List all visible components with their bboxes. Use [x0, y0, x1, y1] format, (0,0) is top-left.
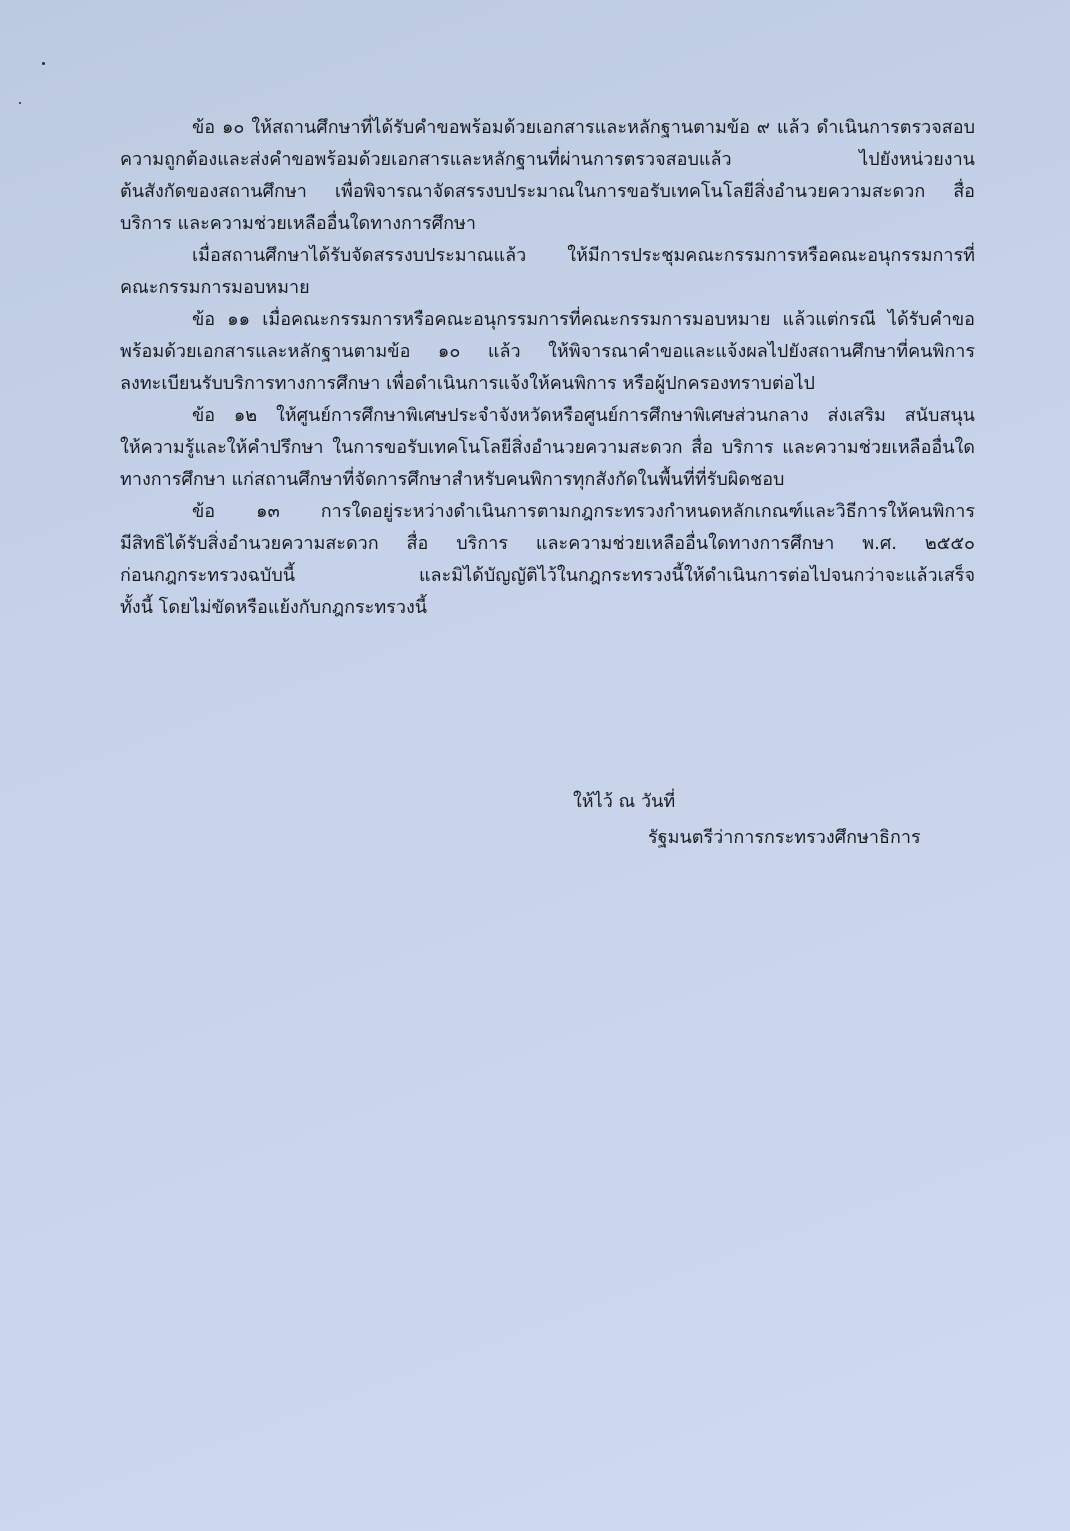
clause-11-line-3: ลงทะเบียนรับบริการทางการศึกษา เพื่อดำเนินการแจ้งให้คนพิการ หรือผู้ปกครองทราบต่อไป — [120, 373, 815, 394]
clause-10-line-3: ต้นสังกัดของสถานศึกษา เพื่อพิจารณาจัดสรรงบประมาณในการขอรับเทคโนโลยีสิ่งอำนวยความสะดวก สื่อ — [120, 181, 975, 202]
clause-12 — [120, 400, 975, 496]
clause-10-line-4: บริการ และความช่วยเหลืออื่นใดทางการศึกษา — [120, 213, 476, 234]
document-body — [120, 112, 975, 624]
given-date-label: ให้ไว้ ณ วันที่ — [573, 791, 676, 812]
minister-title: รัฐมนตรีว่าการกระทรวงศึกษาธิการ — [648, 827, 921, 848]
clause-12-line-1: ข้อ ๑๒ ให้ศูนย์การศึกษาพิเศษประจำจังหวัดหรือศูนย์การศึกษาพิเศษส่วนกลาง ส่งเสริม สนับสนุน — [192, 405, 975, 426]
paper-speck — [19, 102, 21, 104]
clause-10-p2-line-2: คณะกรรมการมอบหมาย — [120, 277, 310, 298]
clause-11-line-2: พร้อมด้วยเอกสารและหลักฐานตามข้อ ๑๐ แล้ว ให้พิจารณาคำขอและแจ้งผลไปยังสถานศึกษาที่คนพิการ — [120, 341, 975, 362]
clause-13 — [120, 496, 975, 624]
clause-12-line-3: ทางการศึกษา แก่สถานศึกษาที่จัดการศึกษาสำหรับคนพิการทุกสังกัดในพื้นที่ที่รับผิดชอบ — [120, 469, 785, 490]
clause-10 — [120, 112, 975, 240]
clause-10-p2-line-1: เมื่อสถานศึกษาได้รับจัดสรรงบประมาณแล้ว ให้มีการประชุมคณะกรรมการหรือคณะอนุกรรมการที่ — [192, 245, 975, 266]
clause-13-line-2: มีสิทธิได้รับสิ่งอำนวยความสะดวก สื่อ บริการ และความช่วยเหลืออื่นใดทางการศึกษา พ.ศ. ๒๕๕๐ — [120, 533, 975, 554]
clause-10-paragraph-2 — [120, 240, 975, 304]
clause-13-line-3: ก่อนกฎกระทรวงฉบับนี้ และมิได้บัญญัติไว้ในกฎกระทรวงนี้ให้ดำเนินการต่อไปจนกว่าจะแล้วเสร็จ — [120, 565, 975, 586]
clause-10-line-1: ข้อ ๑๐ ให้สถานศึกษาที่ได้รับคำขอพร้อมด้วยเอกสารและหลักฐานตามข้อ ๙ แล้ว ดำเนินการตรวจสอบ — [192, 117, 975, 138]
clause-10-line-2: ความถูกต้องและส่งคำขอพร้อมด้วยเอกสารและหลักฐานที่ผ่านการตรวจสอบแล้ว ไปยังหน่วยงาน — [120, 149, 975, 170]
clause-13-line-4: ทั้งนี้ โดยไม่ขัดหรือแย้งกับกฎกระทรวงนี้ — [120, 597, 428, 618]
paper-speck — [42, 62, 45, 65]
clause-12-line-2: ให้ความรู้และให้คำปรึกษา ในการขอรับเทคโนโลยีสิ่งอำนวยความสะดวก สื่อ บริการ และความช่วยเหลืออื่นใด — [120, 437, 975, 458]
clause-11 — [120, 304, 975, 400]
clause-11-line-1: ข้อ ๑๑ เมื่อคณะกรรมการหรือคณะอนุกรรมการที่คณะกรรมการมอบหมาย แล้วแต่กรณี ได้รับคำขอ — [192, 309, 975, 330]
clause-13-line-1: ข้อ ๑๓ การใดอยู่ระหว่างดำเนินการตามกฎกระทรวงกำหนดหลักเกณฑ์และวิธีการให้คนพิการ — [192, 501, 975, 522]
